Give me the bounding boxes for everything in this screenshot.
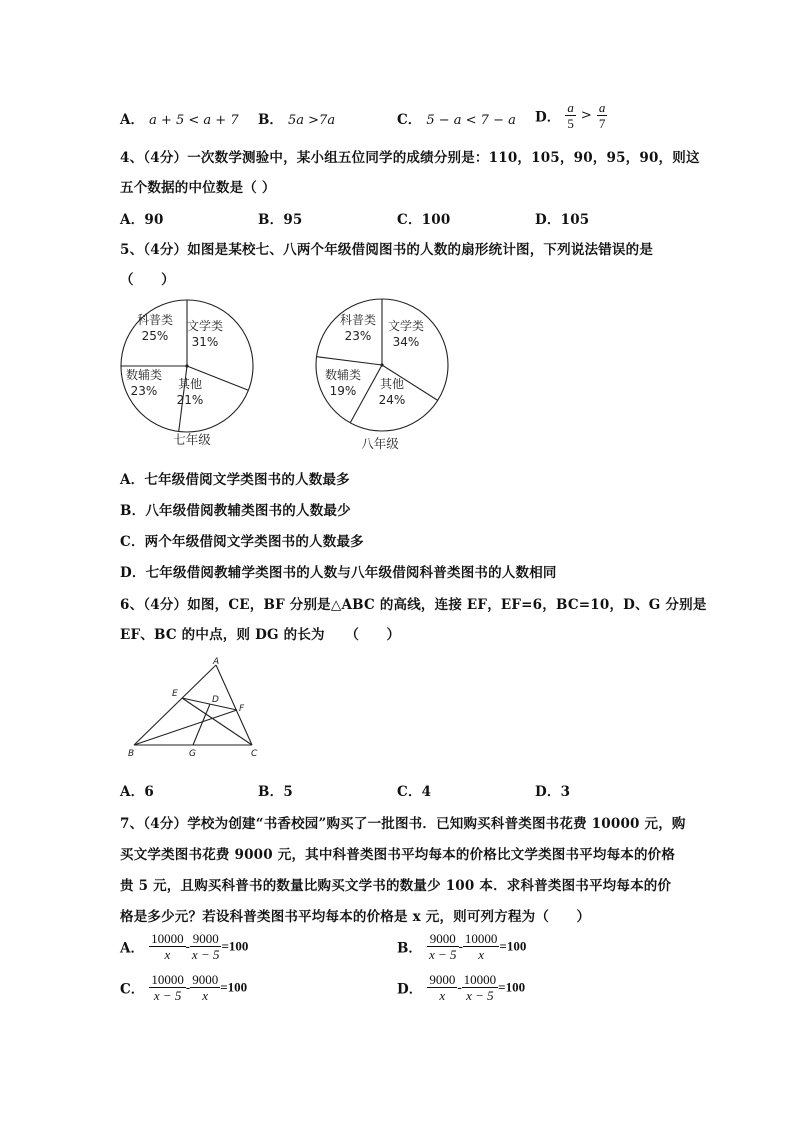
- option-text: 5: [283, 784, 293, 800]
- option-expression: 5 − a < 7 − a: [426, 113, 516, 128]
- option-label: D．: [535, 212, 561, 228]
- numerator: 9000: [192, 972, 219, 987]
- pie-chart-grade7: [121, 300, 253, 447]
- q7-stem-line4: 格是多少元？若设科普类图书平均每本的价格是 x 元，则可列方程为（ ）: [120, 909, 591, 925]
- fraction: [565, 100, 576, 131]
- fraction: [427, 972, 457, 1003]
- equation-rhs: =100: [220, 979, 248, 995]
- denominator: 7: [598, 116, 606, 131]
- pie-slice-category: 科普类: [136, 313, 174, 327]
- pie-chart-title: 七年级: [173, 432, 211, 447]
- option-text: 100: [421, 212, 451, 228]
- option-label: B．: [120, 503, 146, 519]
- option-text: 90: [144, 212, 164, 228]
- numerator: 9000: [190, 931, 222, 947]
- pie-slice-value: 19%: [329, 384, 357, 398]
- option-text: 八年级借阅教辅类图书的人数最少: [145, 503, 351, 519]
- label-g: G: [189, 749, 196, 759]
- option-text: 95: [283, 212, 303, 228]
- q7-option-c[interactable]: [120, 972, 247, 1003]
- pie-slice-value: 23%: [344, 329, 372, 343]
- pie-slice-value: 23%: [130, 384, 158, 398]
- denominator: x: [164, 947, 171, 962]
- q4-option-a[interactable]: [120, 208, 164, 228]
- numerator: 9000: [429, 972, 456, 987]
- numerator: 10000: [151, 931, 184, 946]
- option-text: 3: [560, 784, 571, 800]
- q3-option-d[interactable]: [535, 100, 607, 131]
- option-label: A．: [120, 112, 144, 128]
- q5-option-b[interactable]: [120, 499, 351, 519]
- option-label: D．: [535, 109, 561, 126]
- option-label: D．: [535, 784, 561, 800]
- pie-slice-category: 科普类: [339, 313, 377, 327]
- option-label: A．: [120, 472, 145, 488]
- numerator: 10000: [464, 931, 498, 946]
- q7-stem-line2: 买文学类图书花费 9000 元，其中科普类图书平均每本的价格比文学类图书平均每本的价格: [120, 847, 676, 863]
- pie-slice-value: 31%: [191, 335, 219, 349]
- label-b: B: [128, 749, 135, 759]
- fraction: [190, 931, 222, 962]
- option-label: A．: [120, 212, 145, 228]
- q3-option-c[interactable]: [397, 108, 516, 128]
- option-label: B．: [258, 784, 284, 800]
- q4-option-d[interactable]: [535, 208, 589, 228]
- numerator: 9000: [427, 931, 459, 947]
- numerator: 10000: [151, 972, 184, 987]
- minus-sign: -: [457, 979, 462, 995]
- option-label: C．: [120, 534, 145, 550]
- q4-option-b[interactable]: [258, 208, 303, 228]
- equation-rhs: =100: [498, 979, 526, 995]
- pie-slice-value: 25%: [141, 329, 169, 343]
- minus-sign: -: [185, 979, 191, 995]
- q3-option-a[interactable]: [120, 108, 239, 128]
- altitude-bf: [134, 710, 237, 745]
- option-text: 两个年级借阅文学类图书的人数最多: [144, 534, 364, 550]
- q4-option-c[interactable]: [397, 208, 450, 228]
- pie-chart-title: 八年级: [361, 436, 399, 451]
- q5-stem-line2: （ ）: [120, 272, 175, 288]
- label-c: C: [251, 749, 258, 759]
- pie-slice-category: 其他: [379, 377, 405, 391]
- option-text: 七年级借阅文学类图书的人数最多: [144, 472, 350, 488]
- option-label: C．: [397, 784, 422, 800]
- denominator: x − 5: [466, 988, 494, 1003]
- numerator: 10000: [463, 972, 497, 987]
- option-label: C．: [120, 981, 145, 998]
- fraction: [462, 972, 499, 1003]
- pie-slice-category: 数辅类: [324, 368, 362, 382]
- pie-slice-category: 其他: [177, 377, 203, 391]
- q7-option-d[interactable]: [397, 972, 525, 1003]
- fraction: [149, 972, 186, 1003]
- q5-option-c[interactable]: [120, 530, 364, 550]
- pie-slice-value: 21%: [176, 393, 204, 407]
- denominator: x − 5: [153, 988, 182, 1003]
- minus-sign: -: [458, 938, 463, 954]
- fraction: [149, 931, 186, 962]
- q6-stem-line1: 6、（4分）如图，CE，BF 分别是△ABC 的高线，连接 EF，EF=6，BC=10，D、G 分别是: [120, 597, 707, 613]
- q7-stem-line3: 贵 5 元，且购买科普书的数量比购买文学书的数量少 100 本．求科普类图书平均每本的价: [120, 878, 672, 894]
- option-label: B．: [258, 212, 284, 228]
- q5-option-a[interactable]: [120, 468, 350, 488]
- option-label: D．: [120, 565, 146, 581]
- minus-sign: -: [185, 938, 190, 954]
- fraction: [463, 931, 500, 962]
- denominator: x: [202, 988, 209, 1003]
- pie-slice-value: 24%: [378, 393, 406, 407]
- label-f: F: [239, 704, 245, 714]
- option-expression: a + 5 < a + 7: [149, 113, 239, 128]
- fraction: [427, 931, 459, 962]
- denominator: x: [439, 988, 446, 1003]
- option-text: 6: [144, 784, 154, 800]
- pie-center-dot: [185, 364, 188, 367]
- option-label: A．: [120, 784, 145, 800]
- pie-slice-value: 34%: [392, 335, 420, 349]
- label-e: E: [172, 689, 178, 699]
- label-a: A: [213, 657, 220, 667]
- option-text: 七年级借阅教辅学类图书的人数与八年级借阅科普类图书的人数相同: [145, 565, 557, 581]
- q5-stem-line1: 5、（4分）如图是某校七、八两个年级借阅图书的人数的扇形统计图，下列说法错误的是: [120, 242, 654, 258]
- q7-option-a[interactable]: [120, 931, 248, 962]
- q6-option-c[interactable]: [397, 780, 431, 800]
- option-text: 4: [421, 784, 432, 800]
- option-expression: 5a >7a: [288, 113, 336, 128]
- fraction: [190, 972, 220, 1003]
- denominator: 5: [567, 116, 574, 131]
- option-label: B．: [258, 112, 283, 128]
- option-text: 105: [560, 212, 590, 228]
- q4-stem-line1: 4、（4分）一次数学测验中，某小组五位同学的成绩分别是：110，105，90，95，90，则这: [120, 150, 700, 166]
- pie-slice-category: 文学类: [387, 319, 425, 333]
- option-label: C．: [397, 112, 422, 128]
- fraction: [597, 100, 608, 131]
- pie-chart-grade8: [316, 299, 448, 451]
- q4-stem-line2: 五个数据的中位数是（ ）: [120, 180, 276, 196]
- operator: >: [580, 108, 592, 123]
- q7-option-b[interactable]: [397, 931, 526, 962]
- equation-rhs: =100: [221, 938, 249, 954]
- pie-center-dot: [380, 363, 383, 366]
- triangle-figure: [120, 655, 270, 760]
- option-label: A．: [120, 940, 144, 957]
- equation-rhs: =100: [499, 938, 527, 954]
- option-label: B．: [397, 940, 422, 957]
- numerator: a: [567, 100, 574, 115]
- q6-option-d[interactable]: [535, 780, 570, 800]
- q5-option-d[interactable]: [120, 561, 557, 581]
- q7-stem-line1: 7、（4分）学校为创建“书香校园”购买了一批图书．已知购买科普类图书花费 10000 元，购: [120, 816, 686, 832]
- q6-option-b[interactable]: [258, 780, 293, 800]
- q6-option-a[interactable]: [120, 780, 154, 800]
- option-label: C．: [397, 212, 422, 228]
- q6-stem-line2: EF、BC 的中点，则 DG 的长为 （ ）: [120, 627, 401, 643]
- denominator: x − 5: [429, 947, 457, 962]
- pie-slice-category: 数辅类: [125, 368, 163, 382]
- pie-charts-figure: [110, 290, 470, 460]
- side-ab: [134, 665, 216, 745]
- pie-slice-divider: [317, 357, 382, 365]
- label-d: D: [212, 695, 219, 705]
- denominator: x − 5: [191, 947, 220, 962]
- option-label: D．: [397, 981, 423, 998]
- denominator: x: [478, 947, 485, 962]
- pie-slice-category: 文学类: [186, 319, 224, 333]
- numerator: a: [598, 100, 606, 115]
- q3-option-b[interactable]: [258, 108, 335, 128]
